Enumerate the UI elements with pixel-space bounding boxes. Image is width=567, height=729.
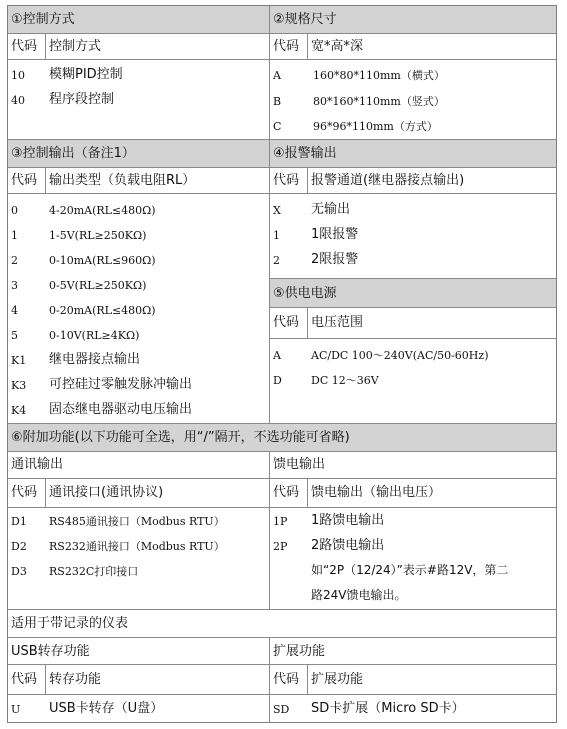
control-output-code-header: 代码 — [11, 173, 38, 188]
control-output-code: K1 — [11, 354, 27, 367]
control-output-type-header: 输出类型（负载电阻RL） — [49, 173, 196, 188]
size-value: 80*160*110mm（竖式） — [313, 95, 445, 108]
control-mode-name: 模糊PID控制 — [49, 67, 123, 82]
comm-code-header: 代码 — [11, 485, 38, 500]
feed-code: 2P — [273, 540, 288, 553]
comm-interface: RS232C打印接口 — [49, 565, 139, 578]
control-output-code: K3 — [11, 379, 27, 392]
usb-function-subheader: USB转存功能 — [11, 644, 90, 659]
section-power-supply-header: ⑤供电电源 — [270, 279, 556, 307]
ext-function: SD卡扩展（Micro SD卡） — [311, 701, 465, 716]
alarm-channel: 1限报警 — [311, 227, 359, 242]
section-alarm-output-header: ④报警输出 — [270, 140, 556, 167]
control-mode-code: 40 — [11, 94, 25, 107]
comm-code: D1 — [11, 515, 27, 528]
control-output-type: 4-20mA(RL≤480Ω) — [49, 204, 156, 217]
power-code-header: 代码 — [273, 315, 300, 330]
ext-code: SD — [273, 703, 290, 716]
section-size-header: ②规格尺寸 — [270, 6, 556, 33]
control-output-type: 继电器接点输出 — [49, 352, 141, 367]
control-mode-code-header: 代码 — [11, 39, 38, 54]
alarm-channel: 2限报警 — [311, 252, 359, 267]
comm-output-subheader: 通讯输出 — [11, 457, 64, 472]
size-code: C — [273, 120, 282, 133]
alarm-code: 1 — [273, 229, 280, 242]
control-output-code: 5 — [11, 329, 18, 342]
control-output-code: 3 — [11, 279, 18, 292]
ext-code-header: 代码 — [273, 672, 300, 687]
size-value: 160*80*110mm（横式） — [313, 69, 445, 82]
usb-code: U — [11, 703, 21, 716]
section-control-output-header: ③控制输出（备注1） — [8, 140, 269, 167]
control-mode-name: 程序段控制 — [49, 92, 115, 107]
size-value: 96*96*110mm（方式） — [313, 120, 438, 133]
usb-function: USB卡转存（U盘） — [49, 701, 164, 716]
power-range: DC 12～36V — [311, 374, 379, 387]
alarm-code: X — [273, 204, 281, 217]
feed-output-note: 如“2P（12/24）”表示#路12V，第二 — [311, 563, 509, 577]
feed-output-header: 馈电输出（输出电压） — [311, 485, 442, 500]
control-output-code: 1 — [11, 229, 18, 242]
control-output-code: 0 — [11, 204, 18, 217]
control-output-type: 固态继电器驱动电压输出 — [49, 402, 193, 417]
feed-output-note: 路24V馈电输出。 — [311, 588, 407, 602]
control-output-type: 0-20mA(RL≤480Ω) — [49, 304, 156, 317]
power-code: A — [273, 349, 281, 362]
comm-interface: RS232通讯接口（Modbus RTU） — [49, 540, 225, 553]
size-name-header: 宽*高*深 — [311, 39, 364, 54]
control-output-type: 0-5V(RL≥250KΩ) — [49, 279, 147, 292]
control-output-code: 4 — [11, 304, 18, 317]
alarm-channel: 无输出 — [311, 202, 351, 217]
usb-code-header: 代码 — [11, 672, 38, 687]
extension-function-subheader: 扩展功能 — [273, 644, 326, 659]
comm-interface-header: 通讯接口(通讯协议) — [49, 485, 164, 500]
control-output-code: 2 — [11, 254, 18, 267]
ext-function-header: 扩展功能 — [311, 672, 364, 687]
power-range: AC/DC 100～240V(AC/50-60Hz) — [311, 349, 489, 362]
feed-code-header: 代码 — [273, 485, 300, 500]
usb-function-header: 转存功能 — [49, 672, 102, 687]
comm-code: D2 — [11, 540, 27, 553]
comm-code: D3 — [11, 565, 27, 578]
section-control-mode-header: ①控制方式 — [8, 6, 269, 33]
recorder-note: 适用于带记录的仪表 — [11, 616, 129, 631]
power-code: D — [273, 374, 282, 387]
control-mode-name-header: 控制方式 — [49, 39, 102, 54]
feed-output: 1路馈电输出 — [311, 513, 385, 528]
feed-code: 1P — [273, 515, 288, 528]
control-mode-code: 10 — [11, 69, 25, 82]
control-output-type: 0-10mA(RL≤960Ω) — [49, 254, 156, 267]
size-code: A — [273, 69, 281, 82]
control-output-type: 0-10V(RL≥4KΩ) — [49, 329, 140, 342]
feed-output: 2路馈电输出 — [311, 538, 385, 553]
alarm-channel-header: 报警通道(继电器接点输出) — [311, 173, 465, 188]
control-output-type: 可控硅过零触发脉冲输出 — [49, 377, 193, 392]
size-code-header: 代码 — [273, 39, 300, 54]
size-code: B — [273, 95, 282, 108]
control-output-code: K4 — [11, 404, 27, 417]
section-additional-functions-header: ⑥附加功能(以下功能可全选，用“/”隔开，不选功能可省略) — [8, 424, 556, 451]
control-output-type: 1-5V(RL≥250KΩ) — [49, 229, 147, 242]
alarm-code-header: 代码 — [273, 173, 300, 188]
feed-output-subheader: 馈电输出 — [273, 457, 326, 472]
alarm-code: 2 — [273, 254, 280, 267]
comm-interface: RS485通讯接口（Modbus RTU） — [49, 515, 225, 528]
power-range-header: 电压范围 — [311, 315, 364, 330]
